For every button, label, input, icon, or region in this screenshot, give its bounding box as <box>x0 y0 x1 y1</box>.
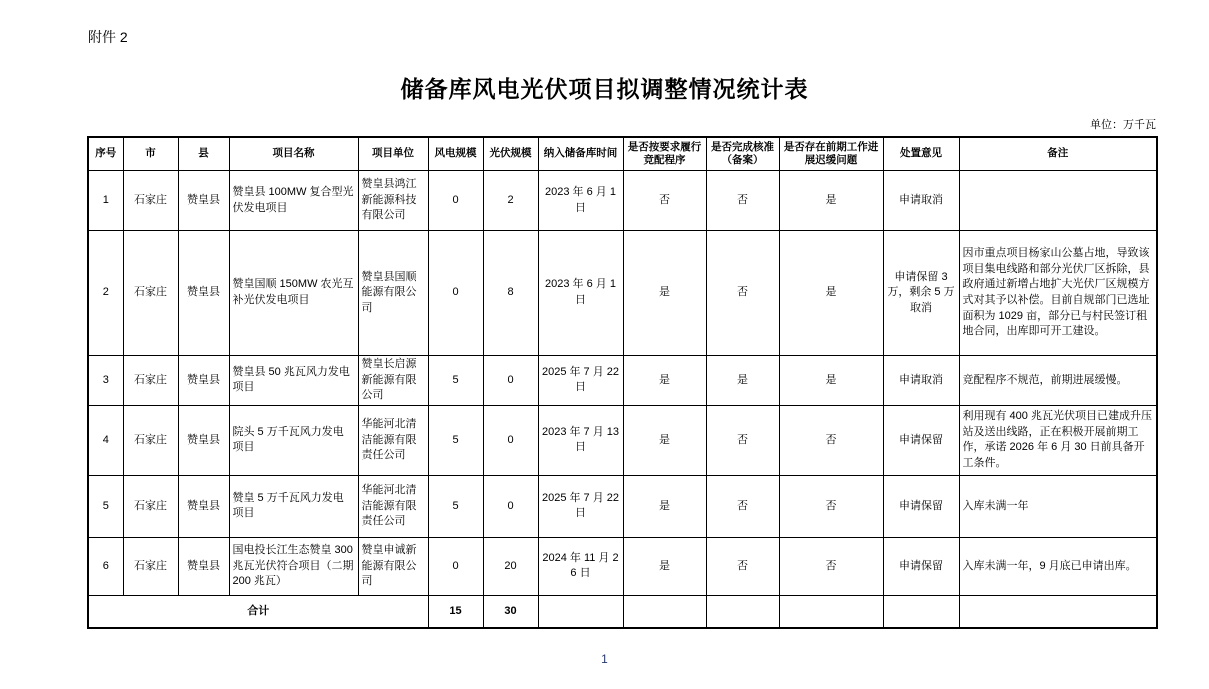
table-cell: 2 <box>483 171 538 231</box>
total-wind-value: 15 <box>428 595 483 628</box>
page-number: 1 <box>601 652 608 666</box>
table-cell: 赞皇县鸿江新能源科技有限公司 <box>358 171 428 231</box>
table-cell: 赞皇县 <box>178 475 229 537</box>
table-cell: 是 <box>779 231 883 356</box>
table-cell: 是 <box>623 537 706 595</box>
table-cell: 申请保留 <box>883 405 959 475</box>
table-cell: 0 <box>428 171 483 231</box>
total-pv-value: 30 <box>483 595 538 628</box>
table-row <box>88 475 1157 537</box>
table-body <box>88 171 1157 596</box>
header-cell-approval: 是否完成核准（备案） <box>706 137 779 171</box>
total-empty-cell <box>623 595 706 628</box>
header-cell-delay-issue: 是否存在前期工作进展迟缓问题 <box>779 137 883 171</box>
total-empty-cell <box>538 595 623 628</box>
table-cell: 否 <box>706 171 779 231</box>
table-cell: 8 <box>483 231 538 356</box>
table-cell: 赞皇县 <box>178 405 229 475</box>
table-cell: 赞皇县 <box>178 356 229 406</box>
table-cell: 申请取消 <box>883 171 959 231</box>
table-cell: 申请保留 3 万，剩余 5 万取消 <box>883 231 959 356</box>
table-cell: 华能河北清洁能源有限责任公司 <box>358 405 428 475</box>
table-cell: 4 <box>88 405 123 475</box>
table-cell: 否 <box>779 537 883 595</box>
total-empty-cell <box>883 595 959 628</box>
table-footer <box>88 595 1157 628</box>
table-cell: 否 <box>706 475 779 537</box>
table-cell: 0 <box>483 356 538 406</box>
table-cell: 2 <box>88 231 123 356</box>
table-cell: 申请取消 <box>883 356 959 406</box>
table-cell: 5 <box>88 475 123 537</box>
table-cell: 0 <box>483 405 538 475</box>
table-row <box>88 405 1157 475</box>
header-cell-city: 市 <box>123 137 178 171</box>
header-row <box>88 137 1157 171</box>
table-cell: 否 <box>779 405 883 475</box>
table-cell: 赞皇县 50 兆瓦风力发电项目 <box>229 356 358 406</box>
header-cell-disposal: 处置意见 <box>883 137 959 171</box>
table-cell: 5 <box>428 475 483 537</box>
table-cell: 申请保留 <box>883 537 959 595</box>
header-cell-wind-scale: 风电规模 <box>428 137 483 171</box>
table-cell: 竞配程序不规范，前期进展缓慢。 <box>959 356 1157 406</box>
table-cell: 利用现有 400 兆瓦光伏项目已建成升压站及送出线路，正在积极开展前期工作，承诺 2026 年 6 月 30 日前具备开工条件。 <box>959 405 1157 475</box>
table-cell: 赞皇长启源新能源有限公司 <box>358 356 428 406</box>
table-cell: 华能河北清洁能源有限责任公司 <box>358 475 428 537</box>
header-cell-reserve-date: 纳入储备库时间 <box>538 137 623 171</box>
table-cell: 否 <box>706 405 779 475</box>
table-cell: 是 <box>623 475 706 537</box>
table-cell: 石家庄 <box>123 356 178 406</box>
total-empty-cell <box>959 595 1157 628</box>
table-cell: 是 <box>623 356 706 406</box>
table-cell: 因市重点项目杨家山公墓占地，导致该项目集电线路和部分光伏厂区拆除，县政府通过新增占地扩大光伏厂区规模方式对其予以补偿。目前自规部门已选址面积为 1029 亩，部分已与村民签订租地合同，出库即可开工建设。 <box>959 231 1157 356</box>
unit-note: 单位：万千瓦 <box>1090 119 1156 131</box>
table-row <box>88 356 1157 406</box>
table-cell: 赞皇县 <box>178 231 229 356</box>
table-cell: 2025 年 7 月 22 日 <box>538 475 623 537</box>
table-cell: 石家庄 <box>123 537 178 595</box>
table-cell: 是 <box>779 171 883 231</box>
header-cell-competition: 是否按要求履行竞配程序 <box>623 137 706 171</box>
table-cell: 是 <box>779 356 883 406</box>
table-cell <box>959 171 1157 231</box>
table-cell: 否 <box>779 475 883 537</box>
table-cell: 否 <box>706 231 779 356</box>
header-cell-project-unit: 项目单位 <box>358 137 428 171</box>
table-cell: 2024 年 11 月 26 日 <box>538 537 623 595</box>
table-cell: 石家庄 <box>123 171 178 231</box>
table-cell: 是 <box>623 231 706 356</box>
table-cell: 赞皇县国顺能源有限公司 <box>358 231 428 356</box>
total-empty-cell <box>779 595 883 628</box>
table-cell: 0 <box>428 231 483 356</box>
table-cell: 赞皇申诚新能源有限公司 <box>358 537 428 595</box>
table-cell: 入库未满一年 <box>959 475 1157 537</box>
attachment-label: 附件 2 <box>88 29 128 45</box>
table-cell: 赞皇县 <box>178 171 229 231</box>
table-cell: 0 <box>428 537 483 595</box>
table-cell: 2023 年 6 月 1 日 <box>538 231 623 356</box>
table-cell: 申请保留 <box>883 475 959 537</box>
table-cell: 2025 年 7 月 22 日 <box>538 356 623 406</box>
header-cell-index: 序号 <box>88 137 123 171</box>
table-row <box>88 537 1157 595</box>
table-cell: 是 <box>706 356 779 406</box>
total-empty-cell <box>706 595 779 628</box>
table-cell: 赞皇县 100MW 复合型光伏发电项目 <box>229 171 358 231</box>
table-cell: 赞皇 5 万千瓦风力发电项目 <box>229 475 358 537</box>
table-cell: 入库未满一年，9 月底已申请出库。 <box>959 537 1157 595</box>
table-cell: 石家庄 <box>123 231 178 356</box>
table-cell: 院头 5 万千瓦风力发电项目 <box>229 405 358 475</box>
table-cell: 石家庄 <box>123 475 178 537</box>
table-cell: 20 <box>483 537 538 595</box>
header-cell-county: 县 <box>178 137 229 171</box>
table-cell: 3 <box>88 356 123 406</box>
table-cell: 石家庄 <box>123 405 178 475</box>
table-cell: 5 <box>428 356 483 406</box>
header-cell-pv-scale: 光伏规模 <box>483 137 538 171</box>
total-row <box>88 595 1157 628</box>
table-cell: 是 <box>623 405 706 475</box>
table-cell: 否 <box>706 537 779 595</box>
projects-table <box>87 136 1158 629</box>
table-cell: 2023 年 6 月 1 日 <box>538 171 623 231</box>
header-cell-remarks: 备注 <box>959 137 1157 171</box>
table-cell: 5 <box>428 405 483 475</box>
table-cell: 否 <box>623 171 706 231</box>
table-cell: 赞皇县 <box>178 537 229 595</box>
table-cell: 赞皇国顺 150MW 农光互补光伏发电项目 <box>229 231 358 356</box>
table-header <box>88 137 1157 171</box>
table-cell: 2023 年 7 月 13 日 <box>538 405 623 475</box>
table-cell: 6 <box>88 537 123 595</box>
table-row <box>88 171 1157 231</box>
table-cell: 0 <box>483 475 538 537</box>
header-cell-project-name: 项目名称 <box>229 137 358 171</box>
total-label: 合计 <box>88 595 428 628</box>
page-title: 储备库风电光伏项目拟调整情况统计表 <box>400 76 809 102</box>
table-cell: 国电投长江生态赞皇 300 兆瓦光伏符合项目（二期 200 兆瓦） <box>229 537 358 595</box>
table-cell: 1 <box>88 171 123 231</box>
table-row <box>88 231 1157 356</box>
